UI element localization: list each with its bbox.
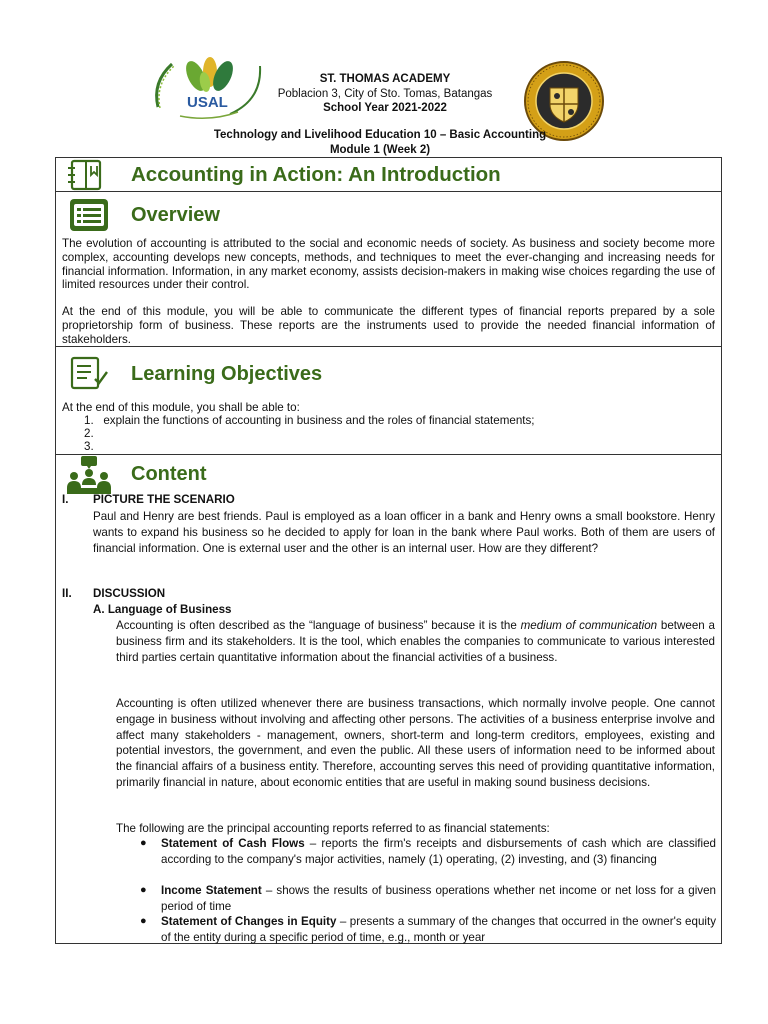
bullet-icon: ● xyxy=(140,884,147,896)
module-label: Module 1 (Week 2) xyxy=(329,143,431,156)
objective-item xyxy=(84,414,535,428)
usal-logo-text: USAL xyxy=(187,94,228,111)
objective-text: explain the functions of accounting in business and the roles of financial statements; xyxy=(103,414,535,427)
objective-number: 1. xyxy=(84,414,94,427)
section-number: I. xyxy=(62,493,69,506)
section-title: PICTURE THE SCENARIO xyxy=(93,493,235,506)
objective-number: 3. xyxy=(84,440,94,453)
bullet-icon: ● xyxy=(140,915,147,927)
definition: – reports the firm's receipts and disbursements of cash which are classified according to the company's major activities, namely (1) operating, (2) investing, and (3) financing xyxy=(161,837,717,866)
school-year: School Year 2021-2022 xyxy=(323,102,447,114)
overview-heading: Overview xyxy=(131,204,220,226)
subject-title: Technology and Livelihood Education 10 – Basic Accounting xyxy=(213,129,547,141)
scenario-text: Paul and Henry are best friends. Paul is employed as a loan officer in a bank and Henry owns a small bookstore. Henry wants to expand his business so he decided to apply for loan in the bank where Paul works. Both of them are users of financial information. One is external user and the other is an internal user. How are they different? xyxy=(93,510,715,555)
divider xyxy=(55,454,722,455)
objective-number: 2. xyxy=(84,427,94,440)
bullet-icon: ● xyxy=(140,837,147,849)
page-title: Accounting in Action: An Introduction xyxy=(131,163,501,186)
term: Statement of Changes in Equity xyxy=(161,915,337,928)
discussion-paragraph-1 xyxy=(116,618,715,665)
list-icon xyxy=(68,197,110,233)
objective-item xyxy=(84,427,94,441)
emphasis-text: medium of communication xyxy=(520,619,658,632)
group-discussion-icon xyxy=(65,455,113,495)
definition: – presents a summary of the changes that occurred in the owner's equity of the entity during a specific period of time, e.g., month or year xyxy=(161,915,716,944)
content-heading: Content xyxy=(131,463,207,485)
overview-paragraph-2: At the end of this module, you will be able to communicate the different types of financial reports prepared by a sole proprietorship form of business. These reports are the instruments used to provide the needed financial information of stakeholders. xyxy=(62,305,715,346)
discussion-text: between a business firm and its stakeholders. It is the tool, which enables the companies to communicate to various interested third parties certain quantitative information about the financial activities of a business. xyxy=(116,619,715,664)
objectives-intro: At the end of this module, you shall be able to: xyxy=(62,401,300,414)
subsection-title: A. Language of Business xyxy=(93,603,232,616)
divider xyxy=(55,191,722,192)
discussion-paragraph-3: The following are the principal accounting reports referred to as financial statements: xyxy=(116,822,550,835)
definition: – shows the results of business operations whether net income or net loss for a given period of time xyxy=(161,884,716,913)
school-address: Poblacion 3, City of Sto. Tomas, Batangas xyxy=(277,87,493,100)
objective-item xyxy=(84,440,94,454)
school-name: ST. THOMAS ACADEMY xyxy=(319,73,451,85)
term: Income Statement xyxy=(161,884,262,897)
book-icon xyxy=(66,158,106,192)
discussion-text: Accounting is often described as the “language of business” because it is the xyxy=(116,619,521,632)
subject-info xyxy=(130,128,630,157)
section-number: II. xyxy=(62,587,72,600)
discussion-paragraph-2: Accounting is often utilized whenever there are business transactions, which normally involve people. One cannot engage in business without involving and affecting other persons. The activities of a business enterprise involve and affect many stakeholders - management, owners, short-term and long-term creditors, employees, existing and potential investors, the government, and even the public. All these users of information need to be informed about the financial affairs of a business entity. Therefore, accounting serves this need of providing quantitative information, primarily financial in nature, about economic entities that are useful in making sound business decisions. xyxy=(116,697,715,789)
school-info xyxy=(250,72,520,116)
overview-paragraph-1: The evolution of accounting is attributed to the social and economic needs of society. As business and society become more complex, accounting develops new concepts, methods, and techniques to meet the ever-changing and increasing needs for financial information. Information, in any market economy, assists decision-makers in making wise choices regarding the use of limited resources under their control. xyxy=(62,237,715,292)
objectives-heading: Learning Objectives xyxy=(131,363,323,385)
checklist-icon xyxy=(69,355,109,391)
term: Statement of Cash Flows xyxy=(161,837,305,850)
section-title: DISCUSSION xyxy=(93,587,166,600)
